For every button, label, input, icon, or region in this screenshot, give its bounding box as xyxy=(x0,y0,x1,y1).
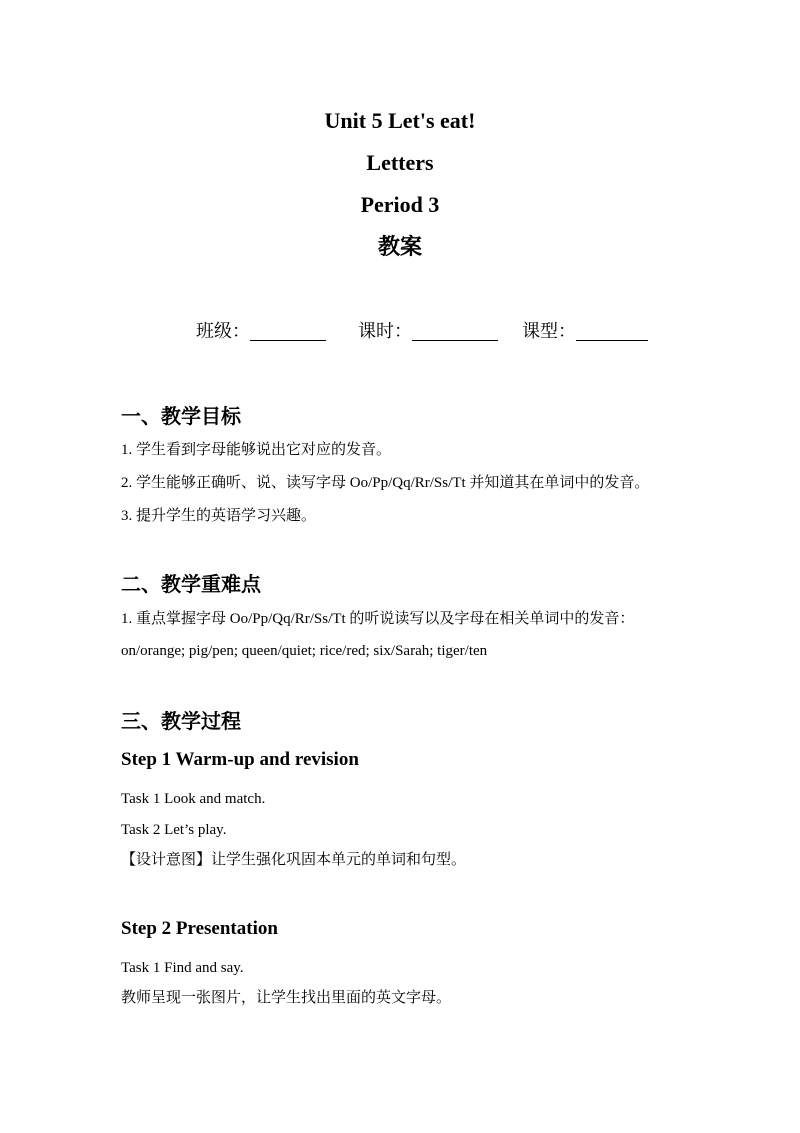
title-topic: Letters xyxy=(366,150,434,175)
step1-task: Task 1 Look and match. xyxy=(121,791,266,807)
section-key-points-heading: 二、教学重难点 xyxy=(121,574,261,596)
step2-task: Task 1 Find and say. xyxy=(121,960,244,976)
title-period: Period 3 xyxy=(360,192,440,217)
section-process-heading: 三、教学过程 xyxy=(121,711,241,733)
section-objectives-heading: 一、教学目标 xyxy=(121,406,241,428)
period-blank[interactable] xyxy=(412,320,498,341)
title-lesson-plan: 教案 xyxy=(377,234,422,259)
key-point-item: 1. 重点掌握字母 Oo/Pp/Qq/Rr/Ss/Tt 的听说读写以及字母在相关单词中的发音： xyxy=(121,611,635,627)
lesson-type-field xyxy=(522,316,648,346)
key-point-words: on/orange; pig/pen; queen/quiet; rice/red; six/Sarah; tiger/ten xyxy=(121,643,488,659)
objective-item: 3. 提升学生的英语学习兴趣。 xyxy=(121,508,317,524)
class-label: 班级： xyxy=(196,321,250,341)
lesson-type-blank[interactable] xyxy=(576,320,648,341)
lesson-type-label: 课型： xyxy=(522,321,576,341)
objective-item: 2. 学生能够正确听、说、读写字母 Oo/Pp/Qq/Rr/Ss/Tt 并知道其在单词中的发音。 xyxy=(121,475,650,491)
step2-heading: Step 2 Presentation xyxy=(121,918,278,939)
period-label: 课时： xyxy=(358,321,412,341)
step2-description: 教师呈现一张图片，让学生找出里面的英文字母。 xyxy=(121,990,452,1006)
period-field xyxy=(358,316,498,346)
step1-heading: Step 1 Warm-up and revision xyxy=(121,749,359,770)
info-fields xyxy=(196,316,648,346)
step1-design-intent: 【设计意图】让学生强化巩固本单元的单词和句型。 xyxy=(121,852,467,868)
class-blank[interactable] xyxy=(250,320,326,341)
objective-item: 1. 学生看到字母能够说出它对应的发音。 xyxy=(121,442,392,458)
class-field xyxy=(196,316,326,346)
document-title xyxy=(0,100,800,268)
step1-task: Task 2 Let’s play. xyxy=(121,822,227,838)
title-unit: Unit 5 Let's eat! xyxy=(324,108,476,133)
